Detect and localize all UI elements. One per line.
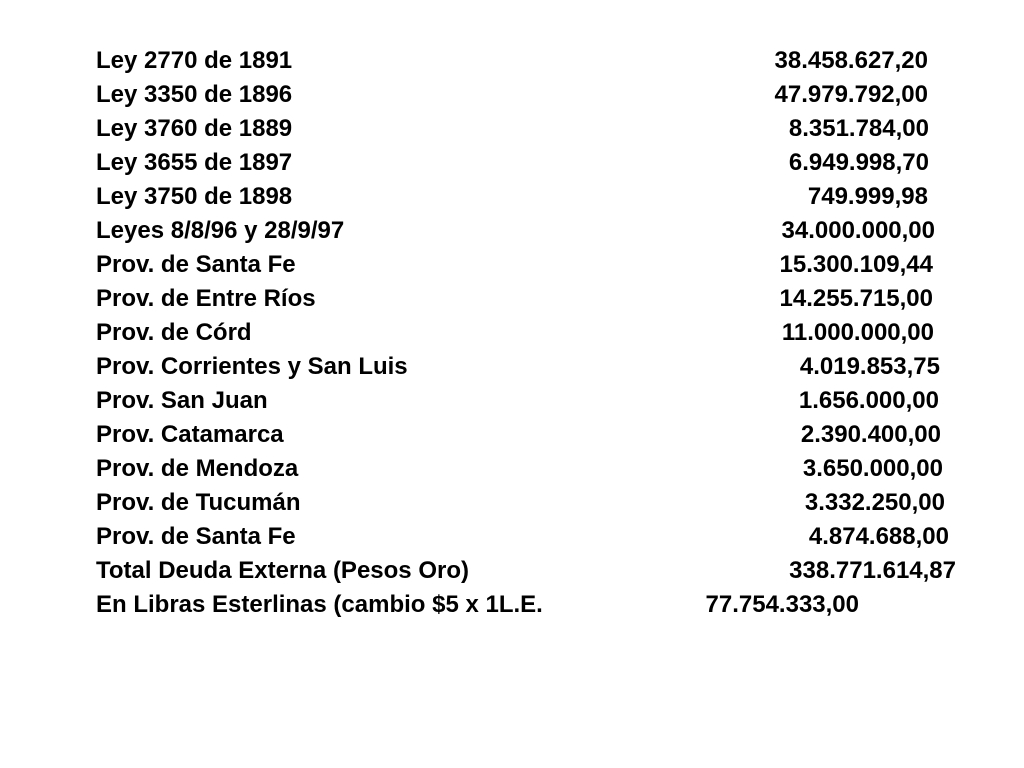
- debt-amount: 1.656.000,00: [798, 387, 939, 414]
- debt-label: Prov. Catamarca: [96, 421, 284, 448]
- debt-row: [96, 214, 935, 248]
- debt-label: Leyes 8/8/96 y 28/9/97: [96, 217, 345, 244]
- debt-row: [96, 146, 929, 180]
- debt-row: [96, 316, 934, 350]
- debt-row: [96, 44, 928, 78]
- debt-amount: 47.979.792,00: [774, 81, 928, 108]
- debt-amount: 15.300.109,44: [779, 251, 933, 278]
- debt-list: [96, 44, 956, 622]
- debt-row: [96, 248, 933, 282]
- debt-amount: 4.019.853,75: [799, 353, 940, 380]
- debt-label: Prov. de Córd: [96, 319, 252, 346]
- debt-label: Prov. Corrientes y San Luis: [96, 353, 408, 380]
- debt-row: [96, 350, 940, 384]
- debt-amount: 338.771.614,87: [789, 557, 956, 584]
- debt-amount: 4.874.688,00: [808, 523, 949, 550]
- debt-label: Ley 3350 de 1896: [96, 81, 293, 108]
- debt-row: [96, 78, 928, 112]
- debt-label: Prov. de Tucumán: [96, 489, 301, 516]
- debt-label: Prov. de Mendoza: [96, 455, 299, 482]
- debt-amount: 3.332.250,00: [804, 489, 945, 516]
- debt-amount: 3.650.000,00: [802, 455, 943, 482]
- debt-row: [96, 418, 941, 452]
- debt-sterling-row: [96, 588, 876, 622]
- debt-label: En Libras Esterlinas (cambio $5 x 1L.E.: [96, 591, 543, 618]
- debt-row: [96, 384, 939, 418]
- debt-row: [96, 180, 928, 214]
- debt-label: Prov. de Santa Fe: [96, 251, 296, 278]
- debt-label: Prov. de Santa Fe: [96, 523, 296, 550]
- debt-row: [96, 452, 943, 486]
- debt-label: Ley 3655 de 1897: [96, 149, 293, 176]
- debt-row: [96, 520, 949, 554]
- debt-label: Total Deuda Externa (Pesos Oro): [96, 557, 469, 584]
- debt-amount: 34.000.000,00: [781, 217, 935, 244]
- debt-amount: 77.754.333,00: [705, 591, 859, 618]
- debt-row: [96, 112, 929, 146]
- debt-label: Ley 3750 de 1898: [96, 183, 293, 210]
- debt-row: [96, 282, 933, 316]
- debt-amount: 14.255.715,00: [779, 285, 933, 312]
- debt-label: Prov. San Juan: [96, 387, 268, 414]
- debt-amount: 8.351.784,00: [788, 115, 929, 142]
- debt-label: Ley 2770 de 1891: [96, 47, 293, 74]
- debt-amount: 749.999,98: [807, 183, 928, 210]
- debt-amount: 2.390.400,00: [800, 421, 941, 448]
- debt-label: Prov. de Entre Ríos: [96, 285, 316, 312]
- debt-total-row: [96, 554, 956, 588]
- debt-amount: 38.458.627,20: [774, 47, 928, 74]
- debt-amount: 6.949.998,70: [788, 149, 929, 176]
- debt-label: Ley 3760 de 1889: [96, 115, 293, 142]
- debt-amount: 11.000.000,00: [781, 319, 934, 346]
- debt-row: [96, 486, 945, 520]
